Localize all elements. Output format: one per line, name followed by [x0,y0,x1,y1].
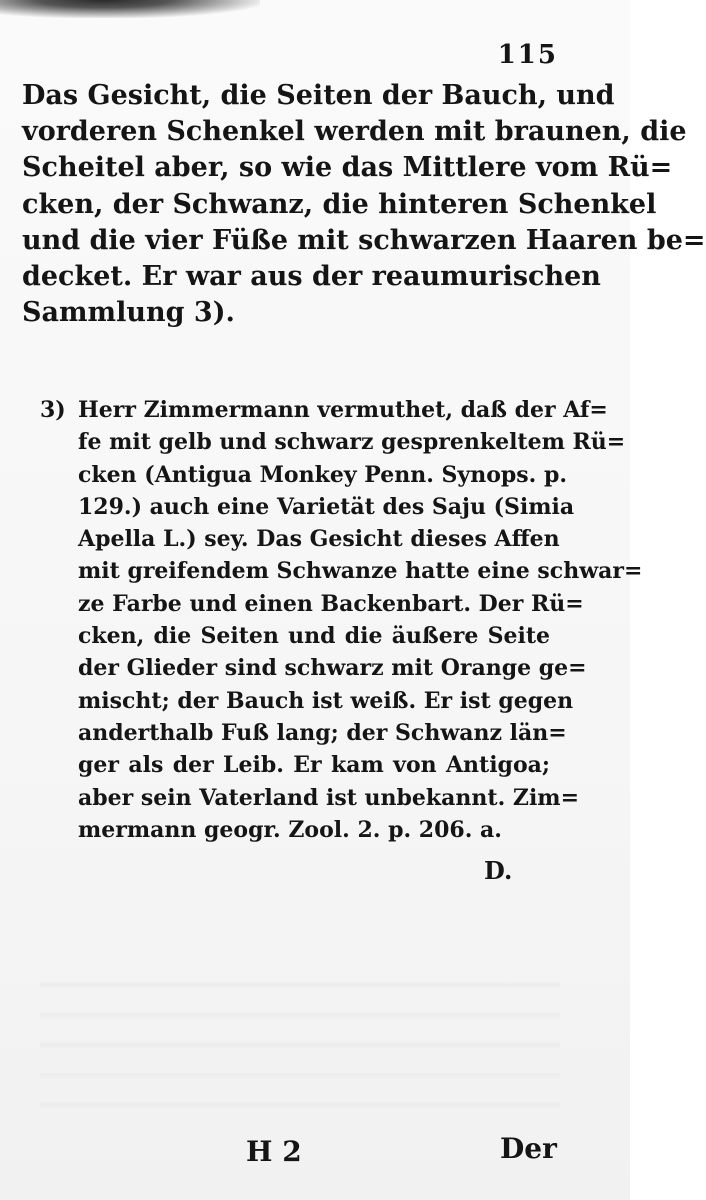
footnote-line: ze Farbe und einen Backenbart. Der Rü= [78,590,584,617]
footnote-line: der Glieder sind schwarz mit Orange ge= [78,655,587,682]
footnote-line: cken (Antigua Monkey Penn. Synops. p. [78,461,568,488]
footnote-line: 129.) auch eine Varietät des Saju (Simia [78,493,575,520]
footnote-line: aber sein Vaterland ist unbekannt. Zim= [78,784,580,811]
main-text-line: vorderen Schenkel werden mit braunen, die [22,116,687,148]
main-text-line: und die vier Füße mit schwarzen Haaren be= [22,224,706,256]
main-paragraph [22,78,706,331]
footnote-marker: 3) [40,397,66,423]
main-text-line: Sammlung 3). [22,297,235,329]
scan-edge-smudge [0,0,260,18]
footnote-line: mit greifendem Schwanze hatte eine schwar= [78,558,643,585]
main-text-line: Scheitel aber, so wie das Mittlere vom Rü= [22,152,673,184]
main-text-line: cken, der Schwanz, die hinteren Schenkel [22,188,657,220]
catchword: Der [500,1132,557,1165]
printer-signature-mark: H 2 [246,1135,302,1168]
footnote-line: anderthalb Fuß lang; der Schwanz län= [78,719,567,746]
footnote-line: fe mit gelb und schwarz gesprenkeltem Rü= [78,429,626,456]
show-through-text [40,960,560,1120]
footnote-line: mischt; der Bauch ist weiß. Er ist gegen [78,687,574,714]
main-text-line: decket. Er war aus der reaumurischen [22,261,601,293]
footnote-line: cken, die Seiten und die äußere Seite [78,623,550,650]
footnote-line: mermann geogr. Zool. 2. p. 206. a. [78,816,502,843]
footnote-line: ger als der Leib. Er kam von Antigoa; [78,752,550,779]
footnote-line: Apella L.) sey. Das Gesicht dieses Affen [78,526,560,553]
footnote-body [78,394,643,846]
footnote-signature: D. [484,856,513,885]
main-text-line: Das Gesicht, die Seiten der Bauch, und [22,80,615,111]
footnote-line: Herr Zimmermann vermuthet, daß der Af= [78,397,608,423]
page-number: 115 [497,40,558,70]
